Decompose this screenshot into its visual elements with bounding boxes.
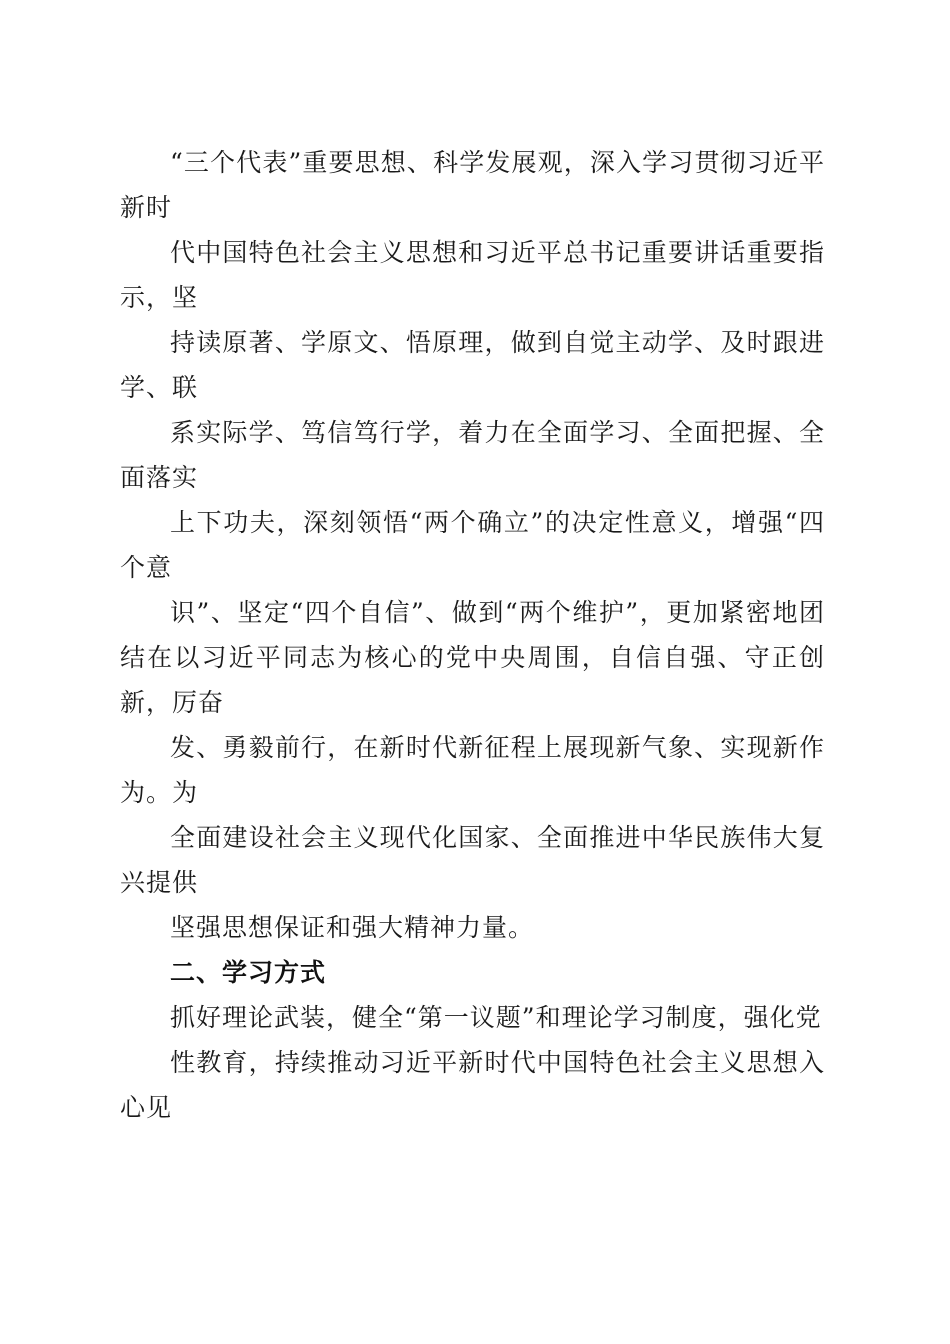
paragraph-9: 坚强思想保证和强大精神力量。 (170, 913, 535, 942)
paragraph-3: 持读原著、学原文、悟原理，做到自觉主动学、及时跟进学、联 (120, 328, 825, 402)
section-heading: 二、学习方式 (170, 958, 327, 987)
paragraph-6: 识”、坚定“四个自信”、做到“两个维护”，更加紧密地团结在以习近平同志为核心的党中央周围，自信自强、守正创新，厉奋 (120, 598, 825, 717)
paragraph-2: 代中国特色社会主义思想和习近平总书记重要讲话重要指示，坚 (120, 238, 825, 312)
paragraph-7: 发、勇毅前行，在新时代新征程上展现新气象、实现新作为。为 (120, 733, 825, 807)
section-paragraph-2: 性教育，持续推动习近平新时代中国特色社会主义思想入心见 (120, 1048, 825, 1122)
paragraph-4: 系实际学、笃信笃行学，着力在全面学习、全面把握、全面落实 (120, 418, 825, 492)
paragraph-8: 全面建设社会主义现代化国家、全面推进中华民族伟大复兴提供 (120, 823, 825, 897)
paragraph-1: “三个代表”重要思想、科学发展观，深入学习贯彻习近平新时 (120, 148, 825, 222)
section-paragraph-1: 抓好理论武装，健全“第一议题”和理论学习制度，强化党 (170, 1003, 822, 1032)
document-body (120, 140, 825, 1130)
paragraph-5: 上下功夫，深刻领悟“两个确立”的决定性意义，增强“四个意 (120, 508, 825, 582)
